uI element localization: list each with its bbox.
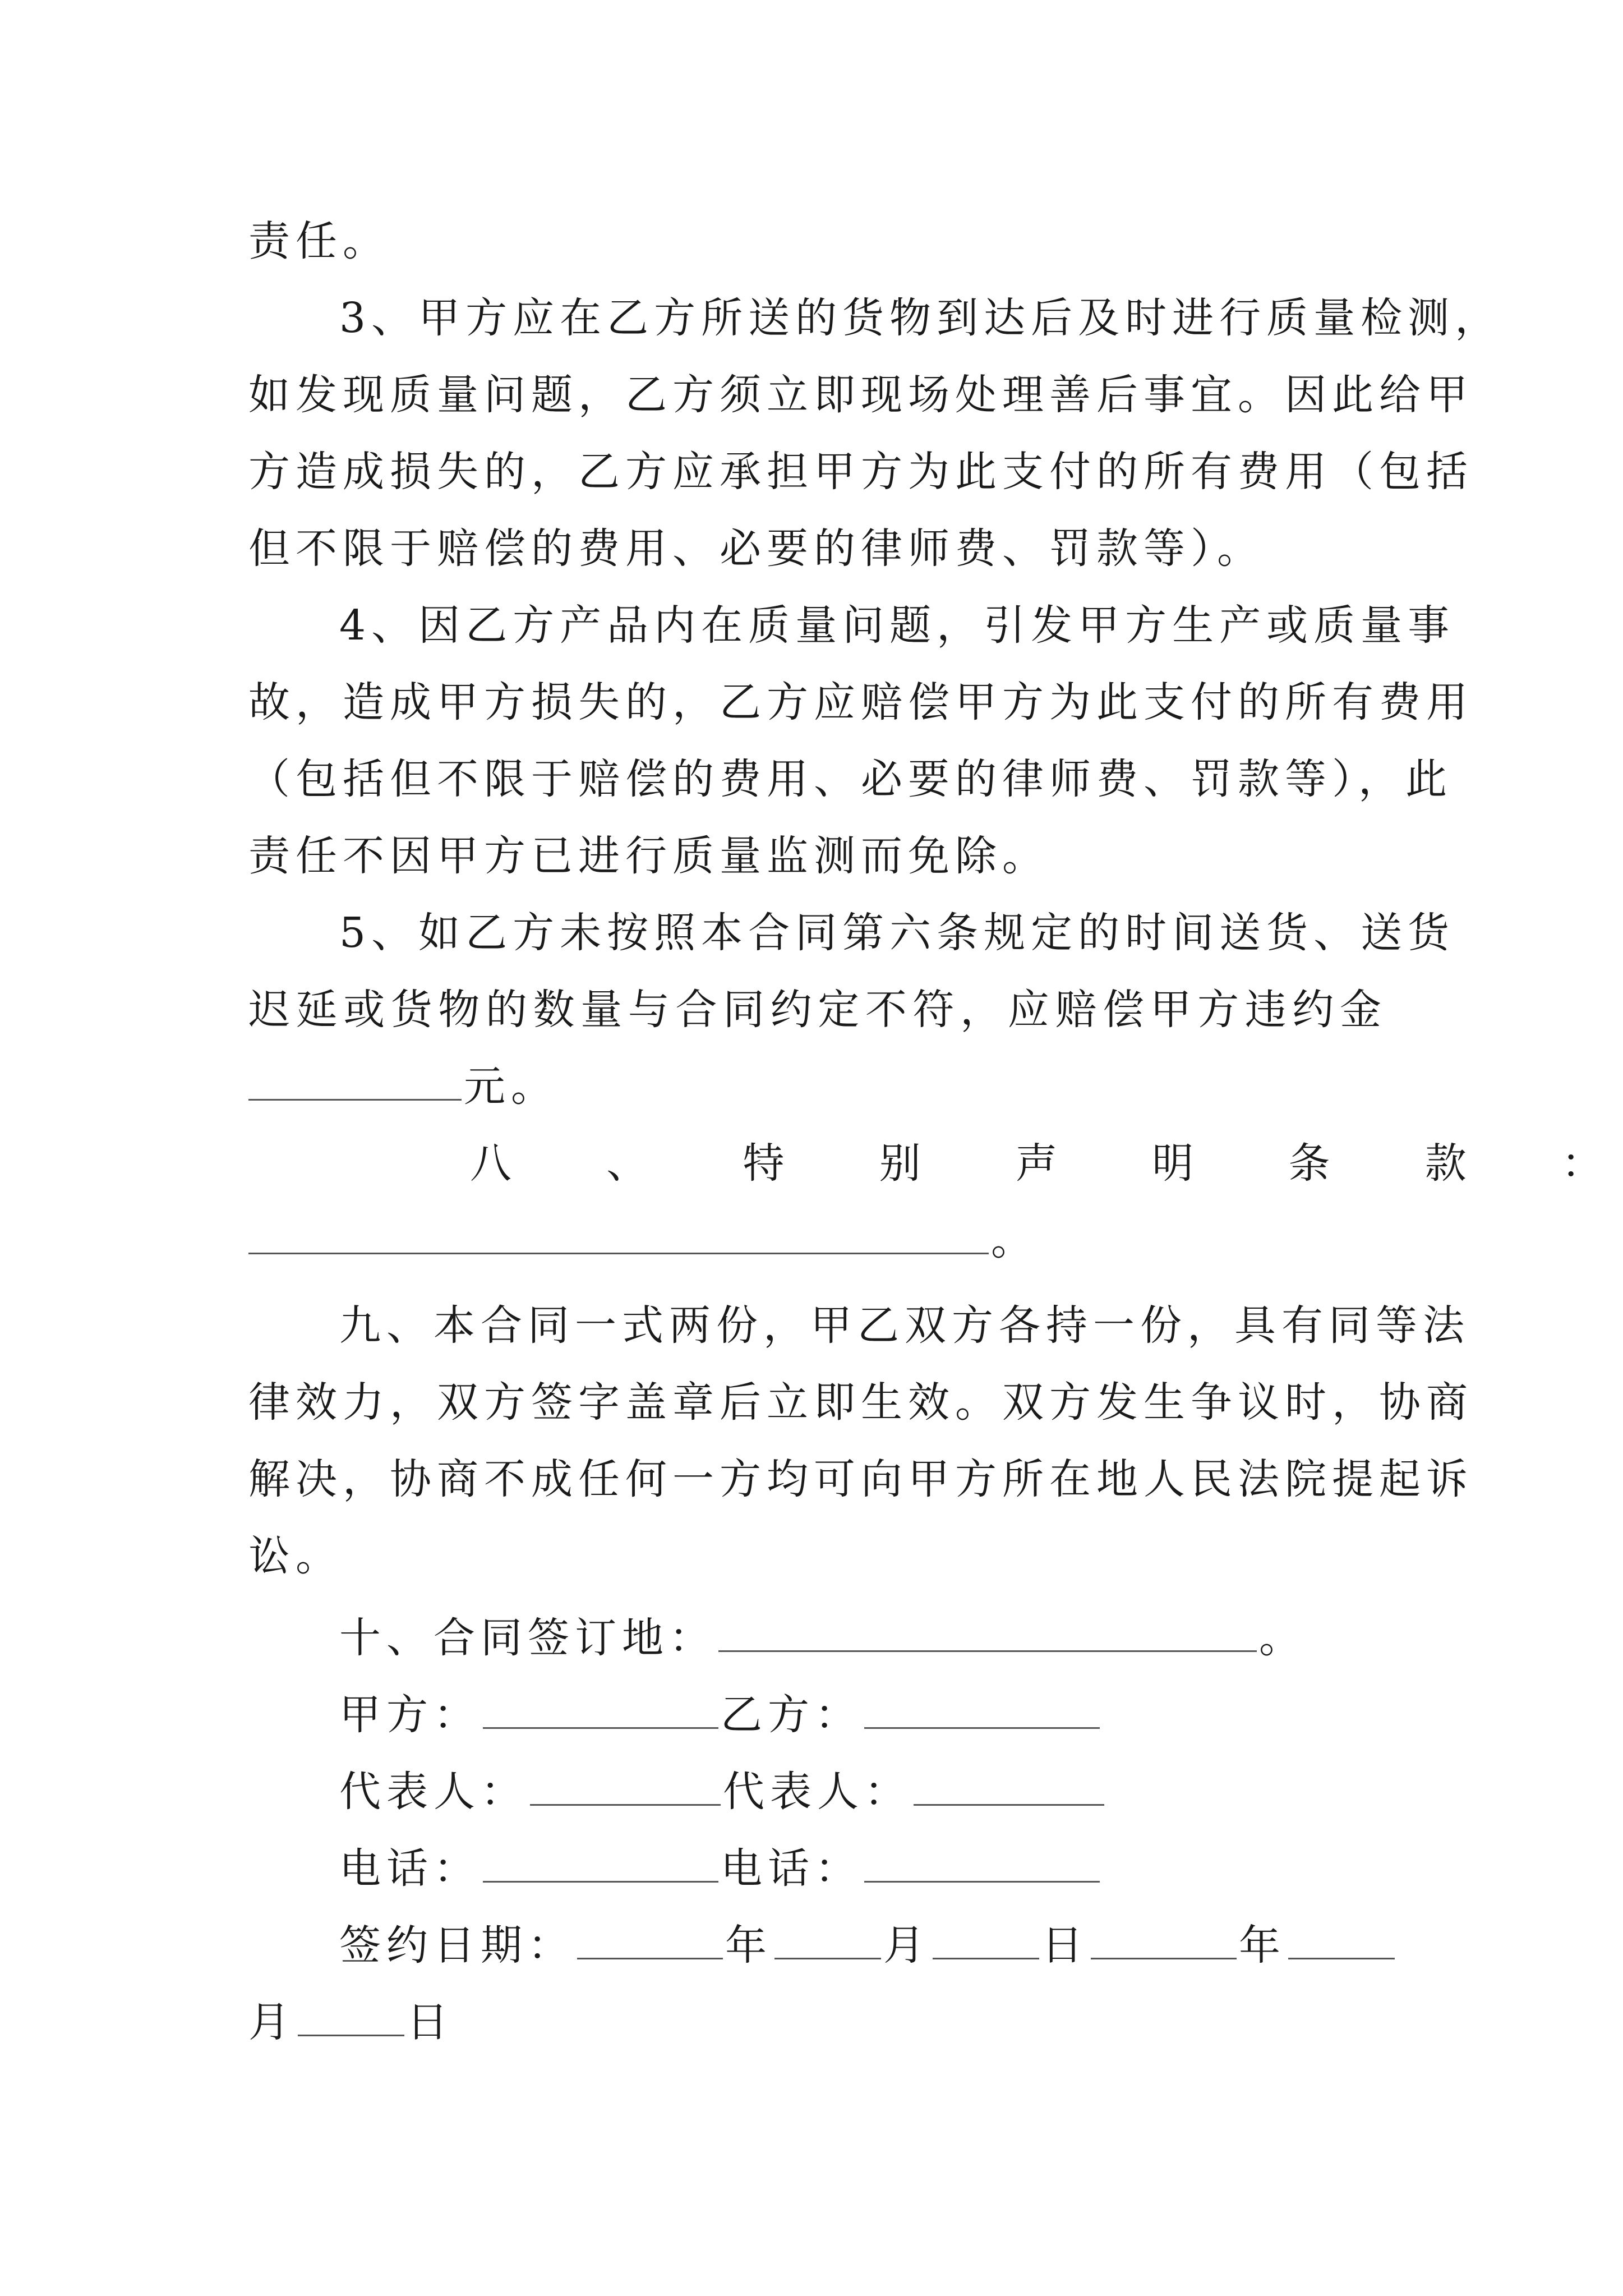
section-8-heading — [248, 1125, 1608, 1202]
party-b-blank — [864, 1683, 1100, 1729]
representative-line — [339, 1754, 1387, 1830]
text-line: 律效力，双方签字盖章后立即生效。双方发生争议时，协商 — [248, 1378, 1473, 1427]
heading-char: 声 — [1016, 1139, 1063, 1188]
heading-char: 款 — [1424, 1139, 1472, 1188]
year-label: 年 — [1239, 1921, 1286, 1970]
text-line: 故，造成甲方损失的，乙方应赔偿甲方为此支付的所有费用 — [248, 678, 1473, 726]
day-label: 日 — [1041, 1921, 1089, 1970]
heading-char: 、 — [606, 1139, 654, 1188]
year-label: 年 — [725, 1921, 772, 1970]
text-line: 方造成损失的，乙方应承担甲方为此支付的所有费用（包括 — [248, 448, 1473, 496]
text-line: 解决，协商不成任何一方均可向甲方所在地人民法院提起诉 — [248, 1455, 1473, 1503]
date-label: 签约日期： — [339, 1921, 575, 1970]
penalty-unit: 元。 — [464, 1062, 558, 1111]
heading-char: 八 — [470, 1139, 517, 1188]
party-line — [339, 1677, 1387, 1754]
rep-a-blank — [530, 1760, 721, 1806]
phone-b-blank — [864, 1837, 1100, 1883]
year-blank-b — [1091, 1914, 1237, 1959]
text-line: 但不限于赔偿的费用、必要的律师费、罚款等）。 — [248, 524, 1264, 573]
party-a-label: 甲方： — [339, 1691, 481, 1739]
rep-a-label: 代表人： — [339, 1768, 528, 1816]
text-line: 3、甲方应在乙方所送的货物到达后及时进行质量检测， — [339, 294, 1502, 342]
heading-char: 条 — [1288, 1139, 1336, 1188]
day-blank-b — [298, 1991, 404, 2036]
text-line: 如发现质量问题，乙方须立即现场处理善后事宜。因此给甲 — [248, 371, 1473, 419]
rep-b-blank — [914, 1760, 1104, 1806]
period: 。 — [1259, 1614, 1306, 1662]
special-terms-blank — [248, 1209, 989, 1254]
text-line: 5、如乙方未按照本合同第六条规定的时间送货、送货 — [339, 909, 1455, 957]
text-line: 九、本合同一式两份，甲乙双方各持一份，具有同等法 — [339, 1301, 1470, 1350]
special-terms-line — [248, 1202, 1387, 1279]
penalty-line — [248, 1048, 1387, 1125]
phone-a-blank — [483, 1837, 718, 1883]
text-line: 责任不因甲方已进行质量监测而免除。 — [248, 832, 1049, 880]
month-blank-a — [774, 1914, 881, 1959]
date-line-continued — [248, 1984, 1387, 2061]
month-label: 月 — [248, 1998, 296, 2046]
month-label: 月 — [883, 1921, 930, 1970]
heading-char: 别 — [879, 1139, 926, 1188]
text-line: 责任。 — [248, 217, 390, 265]
phone-line — [339, 1830, 1387, 1907]
month-blank-b — [1288, 1914, 1395, 1959]
heading-char: 明 — [1152, 1139, 1200, 1188]
text-line: （包括但不限于赔偿的费用、必要的律师费、罚款等），此 — [248, 755, 1453, 803]
text-line: 讼。 — [248, 1532, 343, 1580]
day-blank-a — [933, 1914, 1039, 1959]
heading-char: 特 — [743, 1139, 790, 1188]
rep-b-label: 代表人： — [723, 1768, 911, 1816]
day-label: 日 — [407, 1998, 454, 2046]
phone-b-label: 电话： — [721, 1844, 862, 1893]
period: 。 — [991, 1216, 1038, 1264]
phone-a-label: 电话： — [339, 1844, 481, 1893]
date-line — [339, 1907, 1387, 1984]
text-line: 迟延或货物的数量与合同约定不符，应赔偿甲方违约金 — [248, 986, 1387, 1034]
party-a-blank — [483, 1683, 718, 1729]
party-b-label: 乙方： — [721, 1691, 862, 1739]
penalty-amount-blank — [248, 1055, 462, 1101]
sign-place-label: 十、合同签订地： — [339, 1614, 716, 1662]
sign-place-line — [339, 1600, 1387, 1677]
sign-place-blank — [718, 1607, 1257, 1652]
text-line: 4、因乙方产品内在质量问题，引发甲方生产或质量事 — [339, 601, 1455, 650]
heading-char: ： — [1561, 1139, 1608, 1188]
year-blank-a — [577, 1914, 723, 1959]
